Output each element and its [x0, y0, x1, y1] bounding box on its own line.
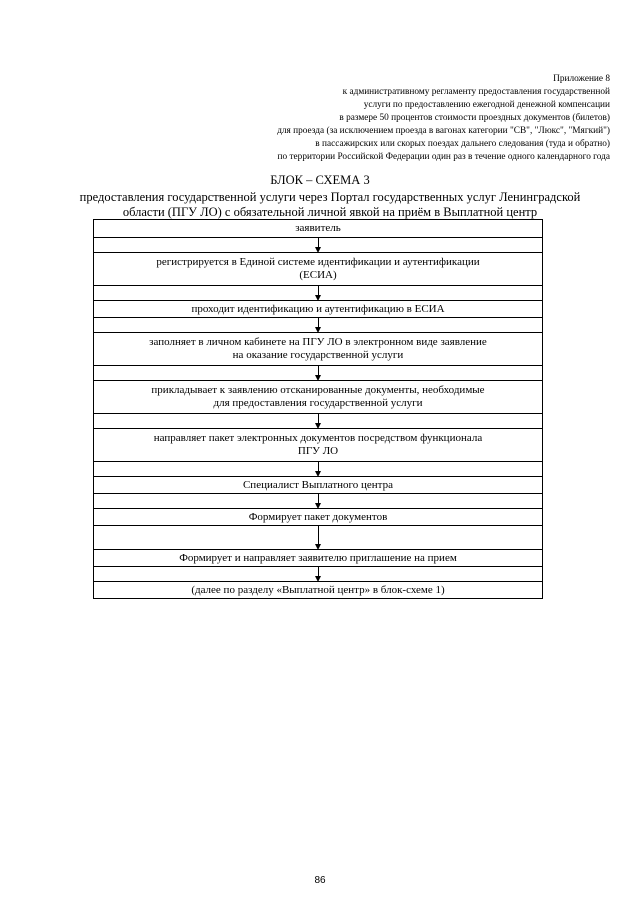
flow-step-text: Формирует и направляет заявителю приглашение на прием — [179, 551, 457, 564]
flow-connector — [94, 461, 542, 476]
flowchart — [93, 219, 543, 599]
flow-step-continue — [94, 581, 542, 598]
scheme-subtitle — [60, 190, 600, 220]
flow-connector — [94, 285, 542, 300]
appendix-line: к административному регламенту предоставления государственной — [342, 87, 610, 97]
appendix-header — [190, 73, 610, 164]
flow-connector — [94, 566, 542, 581]
flow-step-invite — [94, 549, 542, 566]
flow-connector — [94, 365, 542, 380]
appendix-line: в пассажирских или скорых поездах дальнего следования (туда и обратно) — [315, 139, 610, 149]
flow-step-text: регистрируется в Единой системе идентификации и аутентификации — [156, 256, 480, 268]
flow-step-text: прикладывает к заявлению отсканированные документы, необходимые — [151, 384, 485, 396]
flow-connector — [94, 493, 542, 508]
appendix-line: для проезда (за исключением проезда в вагонах категории "СВ", "Люкс", "Мягкий") — [277, 126, 610, 136]
flow-step-text: ПГУ ЛО — [297, 445, 339, 457]
scheme-title: БЛОК – СХЕМА 3 — [270, 173, 370, 187]
appendix-line: в размере 50 процентов стоимости проездных документов (билетов) — [339, 113, 610, 123]
appendix-line: Приложение 8 — [553, 74, 610, 84]
scheme-subtitle-line: области (ПГУ ЛО) с обязательной личной явкой на приём в Выплатной центр — [122, 205, 538, 219]
flow-step-text: заявитель — [295, 222, 341, 234]
flow-step-attach — [94, 380, 542, 413]
flow-step-register — [94, 252, 542, 285]
appendix-line: по территории Российской Федерации один раз в течение одного календарного года — [277, 152, 610, 162]
flow-step-text: заполняет в личном кабинете на ПГУ ЛО в электронном виде заявление — [149, 336, 487, 348]
flow-step-text: Формирует пакет документов — [248, 510, 388, 523]
scheme-subtitle-line: предоставления государственной услуги через Портал государственных услуг Ленинградской — [79, 190, 581, 204]
flow-step-text: на оказание государственной услуги — [232, 349, 404, 361]
flow-connector — [94, 525, 542, 549]
flow-connector — [94, 237, 542, 252]
flow-step-send — [94, 428, 542, 461]
page-number: 86 — [314, 875, 326, 886]
flow-step-text: (ЕСИА) — [299, 269, 337, 281]
flow-step-text: (далее по разделу «Выплатной центр» в блок-схеме 1) — [191, 583, 445, 596]
flow-step-text: проходит идентификацию и аутентификацию в ЕСИА — [191, 302, 445, 315]
flow-step-applicant — [94, 220, 542, 237]
appendix-line: услуги по предоставлению ежегодной денежной компенсации — [363, 100, 610, 110]
flow-step-specialist — [94, 476, 542, 493]
flow-step-identify — [94, 300, 542, 317]
flow-step-text: Специалист Выплатного центра — [242, 478, 394, 491]
flow-connector — [94, 317, 542, 332]
flow-step-text: для предоставления государственной услуги — [213, 397, 423, 409]
flow-step-fill-form — [94, 332, 542, 365]
flow-connector — [94, 413, 542, 428]
flow-step-text: направляет пакет электронных документов посредством функционала — [153, 432, 483, 444]
flow-step-form-package — [94, 508, 542, 525]
